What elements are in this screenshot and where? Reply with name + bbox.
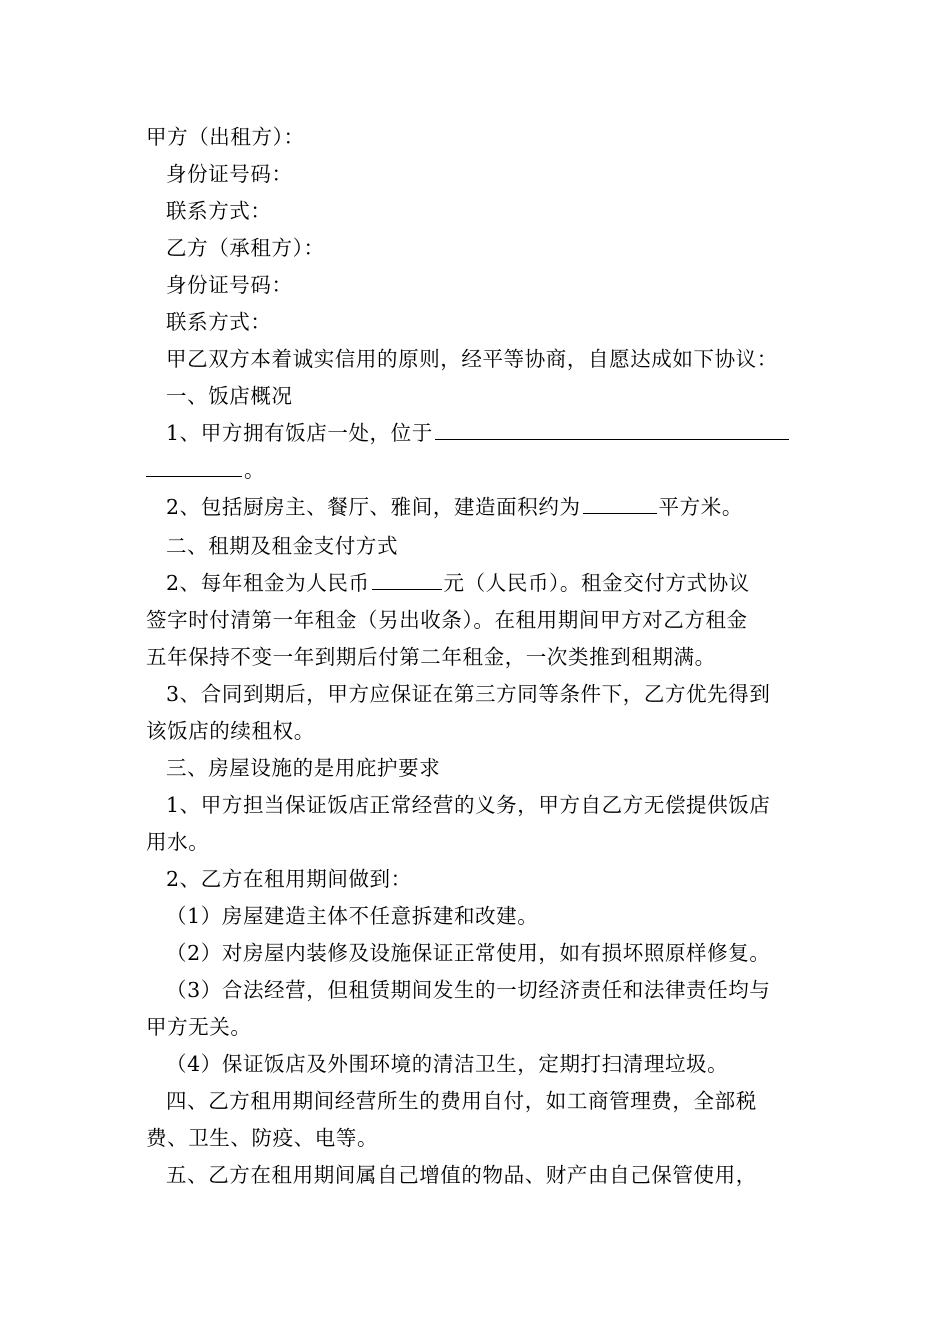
section3-item1-line2: 用水。 (146, 830, 210, 854)
section3-sub4: （4）保证饭店及外围环境的清洁卫生，定期打扫清理垃圾。 (166, 1052, 729, 1076)
section2-item2-line2: 签字时付清第一年租金（另出收条）。在租用期间甲方对乙方租金 (146, 608, 748, 632)
section1-item2 (166, 493, 743, 521)
section2-item3-line2: 该饭店的续租权。 (146, 719, 315, 743)
section4-line2: 费、卫生、防疫、电等。 (146, 1126, 379, 1150)
party-a-contact-label: 联系方式： (166, 199, 272, 223)
section3-heading: 三、房屋设施的是用庇护要求 (166, 756, 441, 780)
rent-blank (372, 569, 442, 590)
section2-item2-line1 (166, 569, 750, 597)
section3-sub3-line2: 甲方无关。 (146, 1015, 252, 1039)
party-b-id-label: 身份证号码： (166, 273, 293, 297)
section3-sub3-line1: （3）合法经营，但租赁期间发生的一切经济责任和法律责任均与 (166, 978, 771, 1002)
section3-item2-heading: 2、乙方在租用期间做到： (166, 867, 412, 891)
section1-item1-end: 。 (244, 458, 266, 482)
section1-heading: 一、饭店概况 (166, 384, 293, 408)
section3-sub2: （2）对房屋内装修及设施保证正常使用，如有损坏照原样修复。 (166, 941, 771, 965)
section2-heading: 二、租期及租金支付方式 (166, 534, 399, 558)
section5-line1: 五、乙方在租用期间属自己增值的物品、财产由自己保管使用， (166, 1163, 757, 1187)
location-blank-cont (146, 456, 242, 477)
party-a-title: 甲方（出租方）： (146, 125, 305, 149)
area-blank (583, 493, 657, 514)
location-blank (435, 419, 789, 440)
party-a-id-label: 身份证号码： (166, 162, 293, 186)
section2-item2-prefix: 2、每年租金为人民币 (166, 571, 370, 595)
section1-item1-text: 1、甲方拥有饭店一处，位于 (166, 421, 433, 445)
section1-item2-text: 2、包括厨房主、餐厅、雅间，建造面积约为 (166, 495, 581, 519)
section2-item2-line3: 五年保持不变一年到期后付第二年租金，一次类推到租期满。 (146, 645, 716, 669)
party-b-contact-label: 联系方式： (166, 310, 272, 334)
section1-item1 (166, 419, 791, 447)
section1-item1-cont (146, 456, 265, 484)
section1-item2-unit: 平方米。 (658, 495, 743, 519)
section3-sub1: （1）房屋建造主体不任意拆建和改建。 (166, 904, 539, 928)
section2-item2-rest: 元（人民币）。租金交付方式协议 (443, 571, 750, 595)
intro-paragraph: 甲乙双方本着诚实信用的原则，经平等协商，自愿达成如下协议： (166, 347, 778, 371)
section3-item1-line1: 1、甲方担当保证饭店正常经营的义务，甲方自乙方无偿提供饭店 (166, 793, 771, 817)
section4-line1: 四、乙方租用期间经营所生的费用自付，如工商管理费，全部税 (166, 1089, 757, 1113)
section2-item3-line1: 3、合同到期后，甲方应保证在第三方同等条件下，乙方优先得到 (166, 682, 771, 706)
party-b-title: 乙方（承租方）： (166, 236, 325, 260)
